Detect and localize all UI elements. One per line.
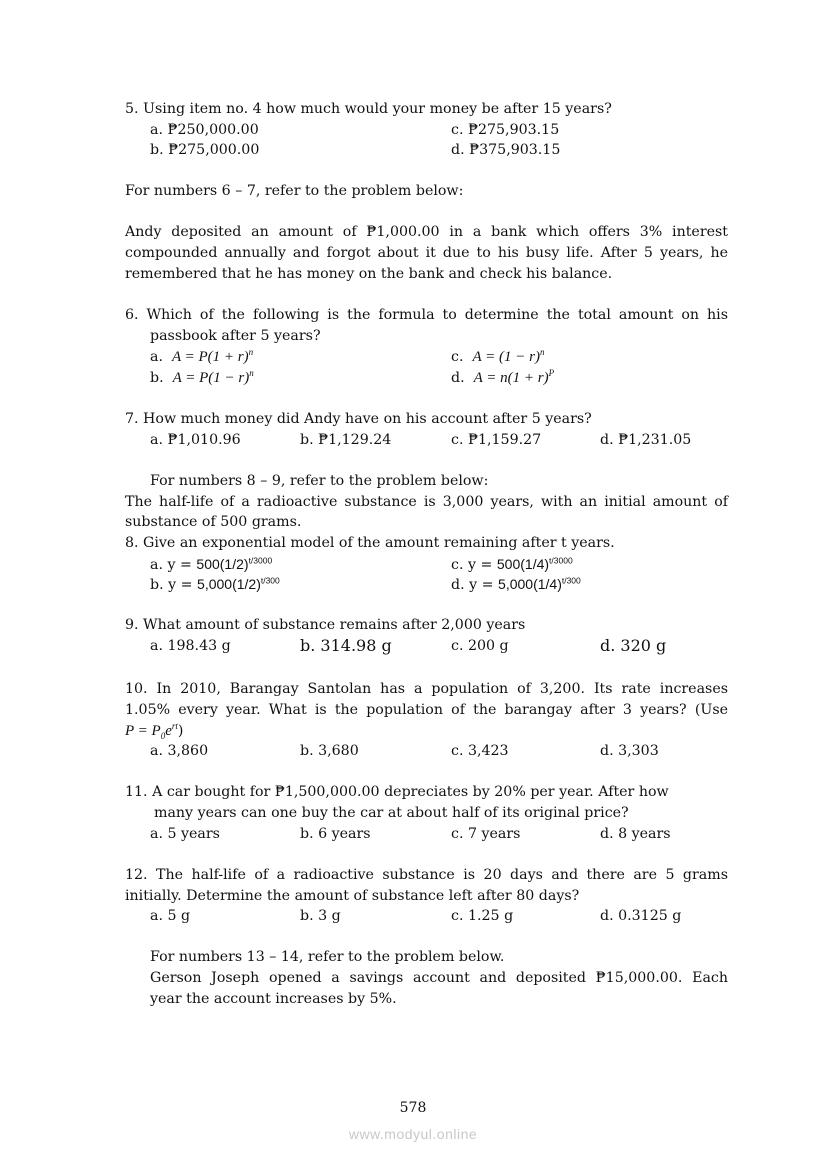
- q10-option-b: b. 3,680: [300, 743, 359, 759]
- q8-option-c: c. $y = 500(1/4)^{t/3000}$: [451, 555, 573, 573]
- watermark: www.modyul.online: [348, 1126, 478, 1142]
- question-12-cont: initially. Determine the amount of substance left after 80 days?: [125, 888, 580, 904]
- question-9: 9. What amount of substance remains after 2,000 years: [125, 617, 526, 633]
- q8-option-d: d. $y = 5,000(1/4)^{t/300}$: [451, 575, 581, 593]
- question-5: 5. Using item no. 4 how much would your money be after 15 years?: [125, 101, 612, 117]
- gerson-line: year the account increases by 5%.: [150, 991, 397, 1007]
- q9-option-b: b. 314.98 g: [300, 636, 392, 655]
- question-11-cont: many years can one buy the car at about half of its original price?: [154, 805, 629, 821]
- q6-option-d: d. $A = n(1 + r)^P$: [451, 368, 555, 386]
- q10-option-a: a. 3,860: [150, 743, 209, 759]
- q11-option-d: d. 8 years: [600, 826, 671, 842]
- question-10: 10. In 2010, Barangay Santolan has a population of 3,200. Its rate increases: [125, 681, 728, 697]
- q8-option-b: b. $y = 5,000(1/2)^{t/300}$: [150, 575, 280, 593]
- question-6: 6. Which of the following is the formula to determine the total amount on his: [125, 307, 728, 323]
- q12-option-d: d. 0.3125 g: [600, 908, 682, 924]
- q8-option-a: a. $y = 500(1/2)^{t/3000}$: [150, 555, 273, 573]
- q10-option-d: d. 3,303: [600, 743, 659, 759]
- andy-paragraph-line: Andy deposited an amount of ₱1,000.00 in a bank which offers 3% interest: [125, 224, 728, 240]
- q7-option-a: a. ₱1,010.96: [150, 432, 241, 448]
- q5-option-a: a. ₱250,000.00: [150, 122, 259, 138]
- q6-option-b: b. $A = P(1 - r)^n$: [150, 368, 254, 386]
- q5-option-d: d. ₱375,903.15: [451, 142, 561, 158]
- q10-formula: $P = P_0e^{rt}$): [125, 721, 184, 741]
- q11-option-a: a. 5 years: [150, 826, 220, 842]
- gerson-line: Gerson Joseph opened a savings account and deposited ₱15,000.00. Each: [150, 970, 728, 986]
- q7-option-d: d. ₱1,231.05: [600, 432, 692, 448]
- page-number: 578: [399, 1100, 427, 1116]
- q12-option-c: c. 1.25 g: [451, 908, 514, 924]
- question-10-cont: 1.05% every year. What is the population of the barangay after 3 years? (Use: [125, 702, 728, 718]
- q10-option-c: c. 3,423: [451, 743, 509, 759]
- intro-13-14: For numbers 13 – 14, refer to the problem below.: [150, 949, 505, 965]
- q12-option-b: b. 3 g: [300, 908, 341, 924]
- q7-option-c: c. ₱1,159.27: [451, 432, 542, 448]
- q12-option-a: a. 5 g: [150, 908, 191, 924]
- q9-option-a: a. 198.43 g: [150, 638, 231, 654]
- andy-paragraph-line: remembered that he has money on the bank and check his balance.: [125, 266, 613, 282]
- intro-8-9: For numbers 8 – 9, refer to the problem below:: [150, 473, 489, 489]
- q5-option-c: c. ₱275,903.15: [451, 122, 560, 138]
- question-8: 8. Give an exponential model of the amount remaining after t years.: [125, 535, 615, 551]
- andy-paragraph-line: compounded annually and forgot about it due to his busy life. After 5 years, he: [125, 245, 728, 261]
- q11-option-b: b. 6 years: [300, 826, 371, 842]
- q9-option-d: d. 320 g: [600, 636, 667, 655]
- q6-option-c: c. $A = (1 - r)^n$: [451, 347, 545, 365]
- q7-option-b: b. ₱1,129.24: [300, 432, 392, 448]
- question-12: 12. The half-life of a radioactive substance is 20 days and there are 5 grams: [125, 867, 728, 883]
- halflife-line: The half-life of a radioactive substance is 3,000 years, with an initial amount of: [125, 494, 728, 510]
- halflife-line: substance of 500 grams.: [125, 514, 302, 530]
- q5-option-b: b. ₱275,000.00: [150, 142, 260, 158]
- q11-option-c: c. 7 years: [451, 826, 521, 842]
- q9-option-c: c. 200 g: [451, 638, 509, 654]
- intro-6-7: For numbers 6 – 7, refer to the problem below:: [125, 183, 464, 199]
- q6-option-a: a. $A = P(1 + r)^n$: [150, 347, 254, 365]
- question-11: 11. A car bought for ₱1,500,000.00 depreciates by 20% per year. After how: [125, 784, 669, 800]
- question-7: 7. How much money did Andy have on his account after 5 years?: [125, 411, 592, 427]
- question-6-cont: passbook after 5 years?: [150, 328, 321, 344]
